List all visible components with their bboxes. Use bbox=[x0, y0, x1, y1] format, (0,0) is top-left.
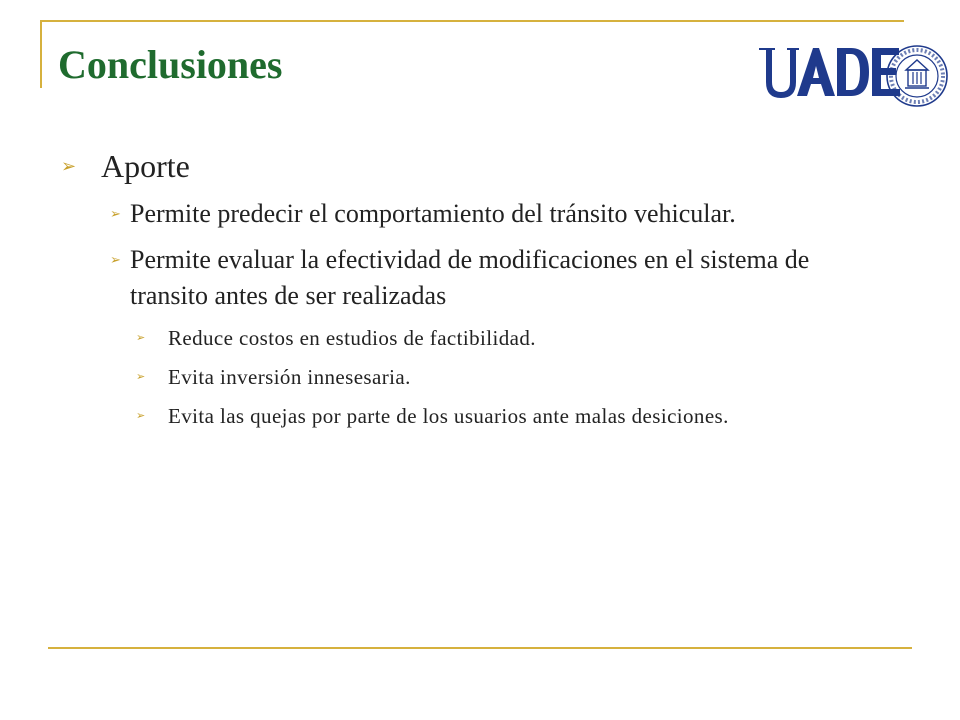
slide-content bbox=[58, 142, 918, 430]
sub-bullet-point bbox=[136, 324, 918, 352]
arrowhead-bullet-icon: ➢ bbox=[61, 156, 77, 176]
logo-letter-d bbox=[837, 48, 869, 96]
point-text: Permite predecir el comportamiento del tránsito vehicular. bbox=[130, 199, 736, 228]
arrowhead-bullet-icon: ➢ bbox=[136, 332, 146, 344]
arrowhead-bullet-icon: ➢ bbox=[110, 206, 121, 221]
arrowhead-bullet-icon: ➢ bbox=[136, 410, 146, 422]
sub-bullet-point bbox=[136, 402, 918, 430]
logo-letter-u bbox=[759, 48, 799, 98]
bottom-rule bbox=[48, 647, 912, 649]
point-text: Permite evaluar la efectividad de modificaciones en el sistema de transito antes de ser realizadas bbox=[130, 245, 810, 310]
bullet-point bbox=[110, 196, 918, 232]
university-seal-icon bbox=[887, 46, 947, 106]
logo-letter-a bbox=[797, 48, 835, 96]
left-rule bbox=[40, 20, 42, 88]
arrowhead-bullet-icon: ➢ bbox=[110, 252, 121, 267]
bullet-aporte bbox=[58, 142, 918, 190]
slide-title: Conclusiones bbox=[58, 42, 283, 87]
uade-logo bbox=[757, 44, 949, 116]
heading-aporte: Aporte bbox=[101, 148, 190, 184]
bullet-point bbox=[110, 242, 918, 314]
subpoint-text: Reduce costos en estudios de factibilidad. bbox=[168, 326, 536, 350]
subpoint-text: Evita las quejas por parte de los usuarios ante malas desiciones. bbox=[168, 404, 729, 428]
arrowhead-bullet-icon: ➢ bbox=[136, 371, 146, 383]
subpoint-text: Evita inversión innesesaria. bbox=[168, 365, 411, 389]
top-rule bbox=[40, 20, 904, 22]
sub-bullet-point bbox=[136, 363, 918, 391]
